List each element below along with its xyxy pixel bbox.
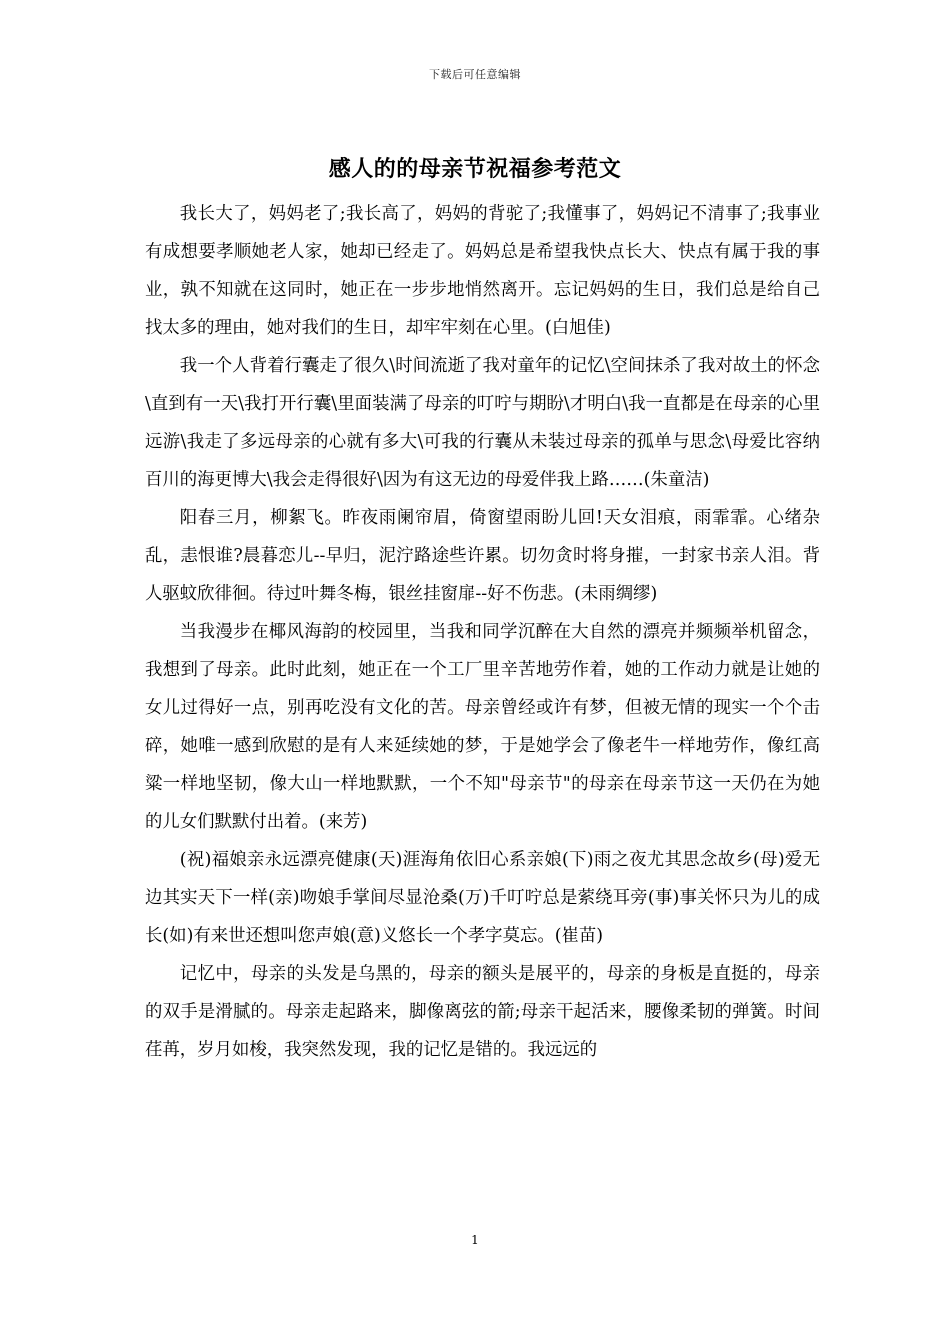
paragraph: 阳春三月，柳絮飞。昨夜雨阑帘眉，倚窗望雨盼儿回!天女泪痕，雨霏霏。心绪杂乱，恚恨谁?晨暮恋儿--早归，泥泞路途些许累。切勿贪时将身摧，一封家书亲人泪。背人驱蚊欣徘徊。待过叶舞冬梅，银丝挂窗扉--好不伤悲。(未雨绸缪) <box>145 508 820 604</box>
document-title: 感人的的母亲节祝福参考范文 <box>328 156 622 182</box>
header-note: 下载后可任意编辑 <box>429 68 521 81</box>
paragraph: 当我漫步在椰风海韵的校园里，当我和同学沉醉在大自然的漂亮并频频举机留念，我想到了母亲。此时此刻，她正在一个工厂里辛苦地劳作着，她的工作动力就是让她的女儿过得好一点，别再吃没有文化的苦。母亲曾经或许有梦，但被无情的现实一个个击碎，她唯一感到欣慰的是有人来延续她的梦，于是她学会了像老牛一样地劳作，像红高粱一样地坚韧，像大山一样地默默，一个不知"母亲节"的母亲在母亲节这一天仍在为她的儿女们默默付出着。(来芳) <box>145 622 820 832</box>
paragraph: 我长大了，妈妈老了;我长高了，妈妈的背驼了;我懂事了，妈妈记不清事了;我事业有成想要孝顺她老人家，她却已经走了。妈妈总是希望我快点长大、快点有属于我的事业，孰不知就在这同时，她正在一步步地悄然离开。忘记妈妈的生日，我们总是给自己找太多的理由，她对我们的生日，却牢牢刻在心里。(白旭佳) <box>145 204 820 338</box>
paragraph: (祝)福娘亲永远漂亮健康(天)涯海角依旧心系亲娘(下)雨之夜尤其思念故乡(母)爱无边其实天下一样(亲)吻娘手掌间尽显沧桑(万)千叮咛总是萦绕耳旁(事)事关怀只为儿的成长(如)有来世还想叫您声娘(意)义悠长一个孝字莫忘。(崔苗) <box>145 850 820 946</box>
paragraph: 我一个人背着行囊走了很久\时间流逝了我对童年的记忆\空间抹杀了我对故土的怀念\直到有一天\我打开行囊\里面装满了母亲的叮咛与期盼\才明白\我一直都是在母亲的心里远游\我走了多远母亲的心就有多大\可我的行囊从未装过母亲的孤单与思念\母爱比容纳百川的海更博大\我会走得很好\因为有这无边的母爱伴我上路……(朱童洁) <box>145 356 820 490</box>
paragraph: 记忆中，母亲的头发是乌黑的，母亲的额头是展平的，母亲的身板是直挺的，母亲的双手是滑腻的。母亲走起路来，脚像离弦的箭;母亲干起活来，腰像柔韧的弹簧。时间荏苒，岁月如梭，我突然发现，我的记忆是错的。我远远的 <box>145 964 820 1060</box>
document-body <box>145 195 820 1069</box>
page-number: 1 <box>471 1233 479 1247</box>
